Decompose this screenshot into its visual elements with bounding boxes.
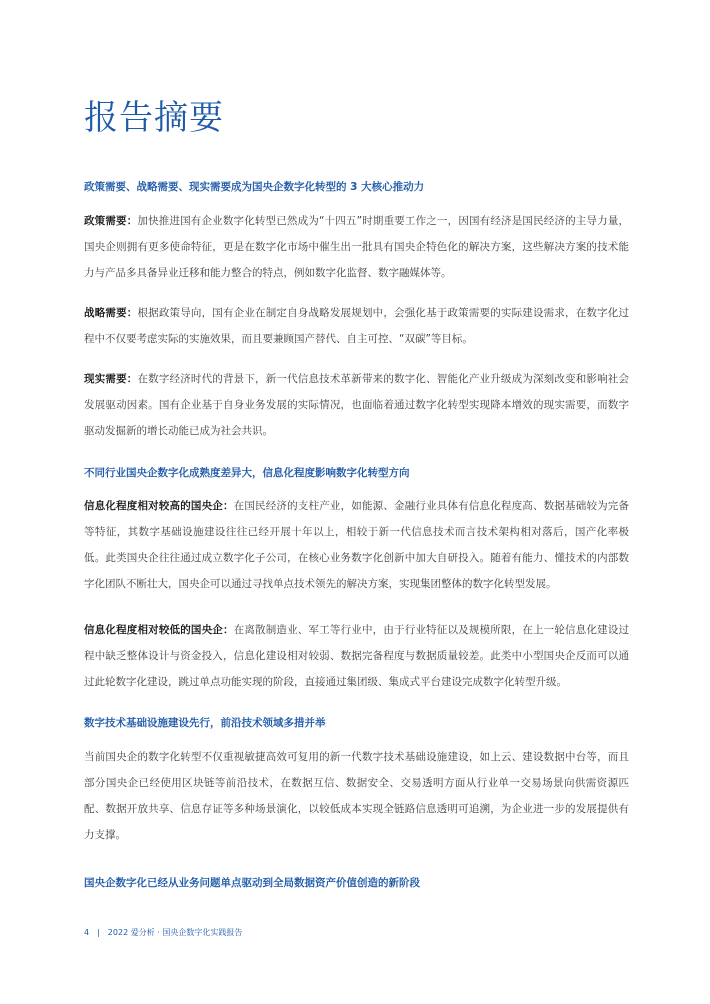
- paragraph-lead: 战略需要：: [84, 307, 138, 319]
- paragraph-text: 根据政策导向，国有企业在制定自身战略发展规划中，会强化基于政策需要的实际建设需求，在数字化过程中不仅要考虑实际的实施效果，而且要兼顾国产替代、自主可控、“双碳”等目标。: [84, 307, 630, 345]
- section-heading-new-stage: 国央企数字化已经从业务问题单点驱动到全局数据资产价值创造的新阶段: [84, 877, 420, 889]
- paragraph-low-informatization: [84, 617, 629, 695]
- paragraph-lead: 现实需要：: [84, 373, 138, 385]
- paragraph-text: 加快推进国有企业数字化转型已然成为“十四五”时期重要工作之一，因国有经济是国民经济的主导力量，国央企则拥有更多使命特征，更是在数字化市场中催生出一批具有国央企特色化的解决方案，这些解决方案的技术能力与产品多具备异业迁移和能力整合的特点，例如数字化监督、数字融媒体等。: [84, 215, 629, 279]
- page-title: 报告摘要: [84, 98, 224, 138]
- paragraph-text: 在国民经济的支柱产业，如能源、金融行业具体有信息化程度高、数据基础较为完备等特征，其数字基础设施建设往往已经开展十年以上，相较于新一代信息技术而言技术架构相对落后，国产化率极低。此类国央企往往通过成立数字化子公司，在核心业务数字化创新中加大自研投入。随着有能力、懂技术的内部数字化团队不断壮大，国央企可以通过寻找单点技术领先的解决方案，实现集团整体的数字化转型发展。: [84, 500, 630, 590]
- section-heading-infrastructure: 数字技术基础设施建设先行，前沿技术领域多措并举: [84, 717, 326, 729]
- report-name: 2022 爱分析 · 国央企数字化实践报告: [107, 928, 243, 937]
- section-heading-maturity-gap: 不同行业国央企数字化成熟度差异大，信息化程度影响数字化转型方向: [84, 467, 410, 479]
- paragraph-high-informatization: [84, 493, 629, 597]
- section-heading-core-drivers: 政策需要、战略需要、现实需要成为国央企数字化转型的 3 大核心推动力: [84, 181, 425, 193]
- paragraph-policy-need: [84, 208, 629, 286]
- paragraph-strategy-need: [84, 300, 629, 352]
- paragraph-lead: 信息化程度相对较高的国央企：: [84, 500, 234, 512]
- paragraph-lead: 信息化程度相对较低的国央企：: [84, 624, 234, 636]
- page-number: 4: [84, 928, 90, 937]
- paragraph-lead: 政策需要：: [84, 215, 138, 227]
- paragraph-infrastructure: 当前国央企的数字化转型不仅重视敏捷高效可复用的新一代数字技术基础设施建设，如上云、建设数据中台等，而且部分国央企已经使用区块链等前沿技术，在数据互信、数据安全、交易透明方面从行业单一交易场景向供需资源匹配、数据开放共享、信息存证等多种场景演化，以较低成本实现全链路信息透明可追溯，为企业进一步的发展提供有力支撑。: [84, 751, 629, 841]
- paragraph-reality-need: [84, 366, 629, 444]
- paragraph-text: 在数字经济时代的背景下，新一代信息技术革新带来的数字化、智能化产业升级成为深刻改变和影响社会发展驱动因素。国有企业基于自身业务发展的实际情况，也面临着通过数字化转型实现降本增效的现实需要，而数字驱动发掘新的增长动能已成为社会共识。: [84, 373, 630, 437]
- footer-separator: |: [97, 928, 100, 937]
- page-footer: [84, 927, 242, 939]
- paragraph-text: 在离散制造业、军工等行业中，由于行业特征以及规模所限，在上一轮信息化建设过程中缺乏整体设计与资金投入，信息化建设相对较弱、数据完备程度与数据质量较差。此类中小型国央企反而可以通过此轮数字化建设，跳过单点功能实现的阶段，直接通过集团级、集成式平台建设完成数字化转型升级。: [84, 624, 630, 688]
